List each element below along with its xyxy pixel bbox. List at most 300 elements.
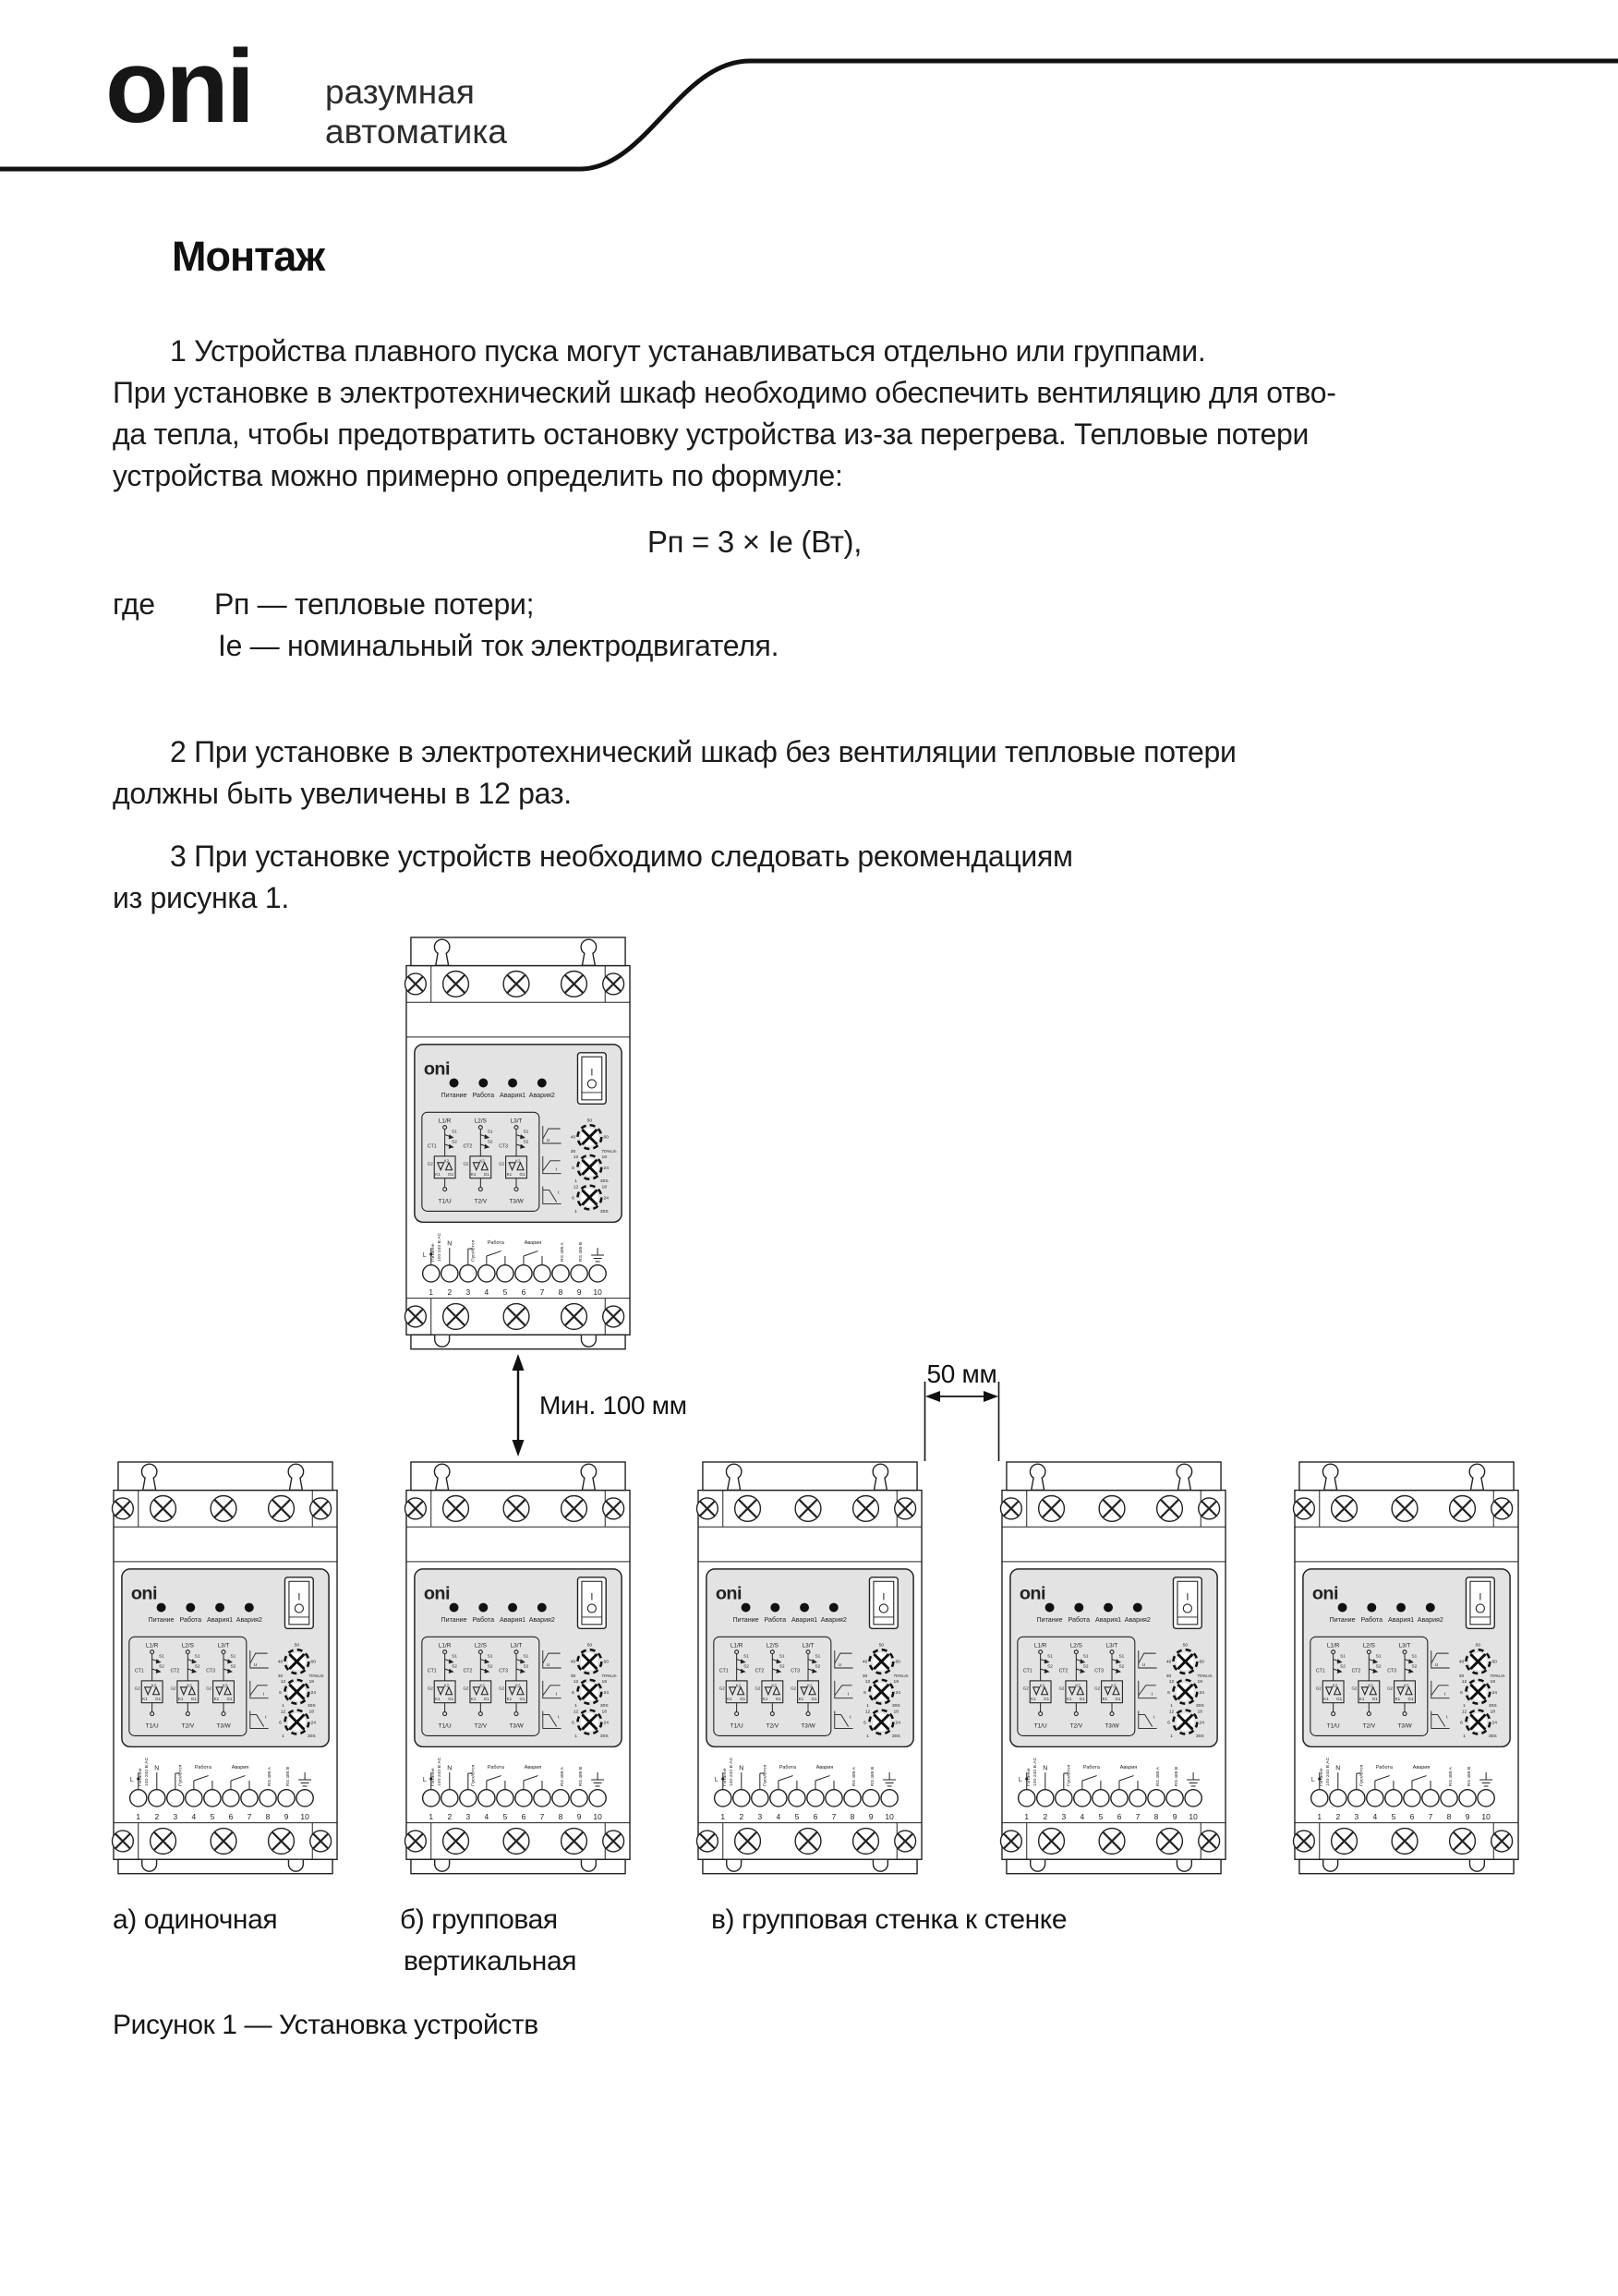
svg-text:S2: S2	[452, 1140, 457, 1145]
svg-text:RS 485 A: RS 485 A	[1449, 1767, 1455, 1786]
svg-text:L2/S: L2/S	[181, 1642, 194, 1649]
svg-text:L: L	[129, 1777, 134, 1784]
svg-text:L3/T: L3/T	[802, 1642, 815, 1649]
svg-text:9: 9	[1465, 1812, 1470, 1822]
svg-text:CT3: CT3	[791, 1668, 800, 1674]
svg-text:7: 7	[247, 1812, 252, 1822]
svg-text:RS 485 B: RS 485 B	[579, 1766, 585, 1786]
svg-text:G1: G1	[483, 1697, 489, 1702]
svg-text:I: I	[590, 1591, 594, 1603]
svg-text:Работа: Работа	[1082, 1765, 1100, 1771]
text-line: устройства можно примерно определить по формуле:	[113, 459, 843, 492]
svg-text:18: 18	[308, 1710, 315, 1715]
svg-text:2: 2	[1043, 1812, 1048, 1822]
svg-text:30S: 30S	[307, 1734, 316, 1739]
svg-text:L3/T: L3/T	[1105, 1642, 1118, 1649]
svg-text:1: 1	[429, 1287, 434, 1298]
svg-text:100-240 В AC: 100-240 В AC	[1326, 1757, 1332, 1786]
svg-text:24: 24	[310, 1721, 316, 1726]
svg-text:30S: 30S	[599, 1179, 609, 1185]
svg-text:CT3: CT3	[1387, 1668, 1396, 1674]
svg-text:6: 6	[572, 1690, 574, 1696]
svg-text:18: 18	[601, 1154, 608, 1160]
svg-text:4: 4	[1080, 1812, 1085, 1822]
text-line: да тепла, чтобы предотвратить остановку устройства из-за перегрева. Тепловые потери	[113, 417, 1310, 451]
text-line: При установке в электротехнический шкаф необходимо обеспечить вентиляцию для отво-	[113, 376, 1336, 409]
svg-text:G2: G2	[499, 1161, 505, 1166]
text-line: из рисунка 1.	[113, 881, 289, 914]
svg-text:3: 3	[757, 1812, 763, 1822]
svg-text:L3/T: L3/T	[217, 1642, 230, 1649]
svg-text:K1: K1	[177, 1697, 184, 1702]
svg-text:S1: S1	[194, 1654, 200, 1660]
svg-text:18: 18	[601, 1679, 608, 1685]
svg-text:30S: 30S	[599, 1209, 609, 1214]
svg-text:t: t	[555, 1692, 558, 1698]
svg-text:Авария2: Авария2	[1124, 1615, 1151, 1624]
where-line-2: Ie — номинальный ток электродвигателя.	[218, 629, 779, 662]
svg-text:t: t	[558, 1190, 560, 1196]
svg-text:Работа: Работа	[764, 1615, 787, 1624]
svg-text:2: 2	[1335, 1812, 1341, 1822]
formula: Рп = 3 × Ie (Вт),	[646, 525, 863, 559]
device-brand: oni	[1019, 1583, 1046, 1604]
dim-50mm-label: 50 мм	[926, 1359, 997, 1388]
svg-text:K2: K2	[735, 1683, 742, 1688]
svg-text:K1: K1	[213, 1697, 220, 1702]
svg-text:60: 60	[1199, 1660, 1204, 1665]
svg-text:RS 485 A: RS 485 A	[268, 1767, 273, 1786]
svg-text:24: 24	[1491, 1721, 1497, 1726]
svg-text:4: 4	[776, 1812, 781, 1822]
svg-text:S1: S1	[1082, 1654, 1089, 1660]
svg-text:RS 485 A: RS 485 A	[561, 1767, 566, 1786]
soft-starter-device-c3	[1292, 1459, 1521, 1876]
svg-text:70%Un: 70%Un	[1490, 1674, 1505, 1679]
soft-starter-graphic	[999, 1459, 1228, 1876]
svg-text:Авария1: Авария1	[1387, 1615, 1415, 1624]
svg-text:L2/S: L2/S	[766, 1642, 779, 1649]
svg-text:K2: K2	[1111, 1683, 1117, 1688]
svg-text:CT3: CT3	[1094, 1668, 1104, 1674]
svg-text:100-240 В AC: 100-240 В AC	[438, 1757, 443, 1786]
svg-text:S1: S1	[1047, 1654, 1053, 1660]
brand-tagline	[325, 72, 507, 151]
svg-text:1: 1	[136, 1812, 141, 1822]
svg-text:S2: S2	[159, 1664, 164, 1670]
svg-text:18: 18	[1197, 1679, 1203, 1685]
svg-text:S2: S2	[779, 1664, 785, 1670]
svg-text:1: 1	[574, 1734, 577, 1739]
svg-text:30: 30	[1165, 1674, 1172, 1679]
svg-text:U: U	[838, 1663, 842, 1669]
svg-text:L2/S: L2/S	[474, 1118, 487, 1125]
svg-text:S1: S1	[452, 1130, 457, 1135]
svg-text:G1: G1	[811, 1697, 817, 1702]
svg-text:70%Un: 70%Un	[1197, 1674, 1213, 1679]
svg-text:CT2: CT2	[170, 1668, 180, 1674]
svg-text:60: 60	[895, 1660, 900, 1665]
paragraph-1	[113, 331, 1336, 497]
svg-text:Авария2: Авария2	[820, 1615, 847, 1624]
svg-text:2: 2	[447, 1812, 453, 1822]
svg-text:6: 6	[279, 1721, 282, 1726]
svg-text:K1: K1	[435, 1697, 441, 1702]
svg-text:T3/W: T3/W	[509, 1722, 524, 1730]
svg-text:Питание: Питание	[1329, 1615, 1356, 1624]
svg-text:1: 1	[1317, 1812, 1322, 1822]
svg-text:12: 12	[1461, 1679, 1467, 1685]
svg-text:Авария1: Авария1	[499, 1091, 526, 1099]
soft-starter-device-top	[404, 935, 633, 1351]
svg-text:4: 4	[484, 1287, 489, 1298]
svg-text:4: 4	[1372, 1812, 1378, 1822]
svg-text:L2/S: L2/S	[474, 1642, 487, 1649]
svg-text:S1: S1	[1411, 1654, 1418, 1660]
svg-text:30: 30	[277, 1674, 284, 1679]
svg-text:G2: G2	[755, 1686, 761, 1691]
svg-text:1: 1	[1463, 1734, 1466, 1739]
svg-text:6: 6	[572, 1166, 574, 1171]
device-brand: oni	[423, 1583, 451, 1604]
svg-text:2: 2	[447, 1287, 453, 1298]
svg-text:S1: S1	[743, 1654, 749, 1660]
svg-text:U: U	[546, 1663, 550, 1669]
svg-text:K1: K1	[1031, 1697, 1036, 1702]
svg-text:Работа: Работа	[1360, 1615, 1383, 1624]
svg-text:L: L	[422, 1777, 427, 1784]
svg-text:K2: K2	[479, 1158, 485, 1164]
svg-text:6: 6	[521, 1287, 526, 1298]
svg-text:12: 12	[573, 1710, 579, 1715]
svg-text:Работа: Работа	[487, 1765, 504, 1771]
svg-text:T1/U: T1/U	[730, 1722, 743, 1730]
svg-text:T1/U: T1/U	[145, 1722, 159, 1730]
soft-starter-device-b	[404, 1459, 633, 1876]
svg-text:Питание: Питание	[441, 1091, 467, 1099]
svg-text:3: 3	[1354, 1812, 1359, 1822]
svg-text:T2/V: T2/V	[766, 1722, 779, 1730]
svg-text:T1/U: T1/U	[1033, 1722, 1047, 1730]
svg-text:Работа: Работа	[779, 1765, 796, 1771]
svg-text:24: 24	[603, 1721, 609, 1726]
svg-text:G1: G1	[519, 1172, 525, 1178]
svg-text:18: 18	[1490, 1679, 1496, 1685]
svg-text:K1: K1	[506, 1697, 513, 1702]
svg-text:18: 18	[1197, 1710, 1203, 1715]
svg-text:S2: S2	[523, 1664, 529, 1670]
svg-text:K1: K1	[470, 1697, 477, 1702]
svg-text:24: 24	[1491, 1690, 1497, 1696]
svg-text:8: 8	[1153, 1812, 1159, 1822]
svg-text:8: 8	[850, 1812, 855, 1822]
svg-text:30S: 30S	[1195, 1704, 1204, 1710]
svg-text:Авария1: Авария1	[499, 1615, 526, 1624]
svg-text:K1: K1	[435, 1172, 441, 1178]
svg-text:K2: K2	[771, 1683, 777, 1688]
device-power-switch	[1173, 1577, 1201, 1629]
svg-text:7: 7	[1135, 1812, 1141, 1822]
svg-text:L1/R: L1/R	[730, 1642, 743, 1649]
svg-text:Пуск/Стоп: Пуск/Стоп	[763, 1764, 768, 1786]
svg-text:CT2: CT2	[463, 1668, 473, 1674]
svg-text:70%Un: 70%Un	[601, 1149, 617, 1154]
device-power-switch	[1466, 1577, 1494, 1629]
svg-text:6: 6	[863, 1690, 866, 1696]
svg-text:Работа: Работа	[179, 1615, 202, 1624]
svg-text:24: 24	[895, 1721, 900, 1726]
svg-text:G2: G2	[463, 1161, 469, 1166]
svg-text:Работа: Работа	[1375, 1765, 1393, 1771]
svg-text:t: t	[262, 1692, 265, 1698]
svg-text:1: 1	[574, 1704, 577, 1710]
svg-text:5: 5	[502, 1812, 508, 1822]
device-brand: oni	[1311, 1583, 1339, 1604]
soft-starter-graphic	[695, 1459, 924, 1876]
svg-text:G1: G1	[1407, 1697, 1414, 1702]
device-power-switch	[577, 1577, 606, 1629]
svg-text:7: 7	[831, 1812, 837, 1822]
svg-text:G1: G1	[519, 1697, 525, 1702]
svg-text:9: 9	[576, 1287, 582, 1298]
svg-text:6: 6	[1460, 1690, 1463, 1696]
svg-text:70%Un: 70%Un	[601, 1674, 617, 1679]
svg-text:t: t	[1446, 1715, 1448, 1721]
svg-text:100-240 В AC: 100-240 В AC	[1033, 1757, 1039, 1786]
svg-text:30S: 30S	[599, 1704, 609, 1710]
svg-text:t: t	[265, 1715, 267, 1721]
paragraph-2	[113, 731, 1237, 815]
svg-text:12: 12	[573, 1154, 579, 1160]
svg-text:30: 30	[570, 1149, 576, 1154]
soft-starter-graphic	[404, 1459, 633, 1876]
svg-text:L: L	[1310, 1777, 1315, 1784]
svg-text:12: 12	[573, 1679, 579, 1685]
svg-text:12: 12	[1168, 1679, 1175, 1685]
svg-text:CT3: CT3	[499, 1143, 508, 1150]
svg-text:1: 1	[866, 1704, 869, 1710]
svg-text:L1/R: L1/R	[1033, 1642, 1047, 1649]
svg-text:4: 4	[484, 1812, 489, 1822]
svg-text:9: 9	[576, 1812, 582, 1822]
svg-text:24: 24	[1199, 1690, 1204, 1696]
svg-text:100-240 В AC: 100-240 В AC	[145, 1757, 151, 1786]
svg-text:Работа: Работа	[1068, 1615, 1091, 1624]
svg-text:T2/V: T2/V	[474, 1722, 488, 1730]
svg-text:S2: S2	[1047, 1664, 1053, 1670]
dimension-annotations	[0, 1330, 1618, 1478]
svg-text:G2: G2	[427, 1686, 433, 1691]
caption-a: а) одиночная	[113, 1904, 278, 1935]
svg-text:24: 24	[310, 1690, 316, 1696]
svg-text:Авария: Авария	[1119, 1765, 1138, 1771]
svg-text:18: 18	[893, 1679, 900, 1685]
svg-text:50: 50	[586, 1118, 593, 1124]
svg-text:G2: G2	[427, 1161, 433, 1166]
text-line: 2 При установке в электротехнический шкаф без вентиляции тепловые потери	[170, 735, 1237, 768]
svg-text:5: 5	[1098, 1812, 1104, 1822]
svg-text:I: I	[1479, 1591, 1482, 1603]
svg-text:4: 4	[191, 1812, 197, 1822]
svg-text:CT2: CT2	[463, 1143, 473, 1150]
svg-text:5: 5	[1391, 1812, 1396, 1822]
svg-text:CT1: CT1	[134, 1668, 144, 1674]
svg-text:S2: S2	[487, 1140, 493, 1145]
svg-text:t: t	[1443, 1692, 1446, 1698]
svg-text:K2: K2	[479, 1683, 485, 1688]
soft-starter-device-c2	[999, 1459, 1228, 1876]
svg-text:CT2: CT2	[1351, 1668, 1361, 1674]
svg-text:60: 60	[310, 1660, 316, 1665]
svg-text:t: t	[847, 1692, 850, 1698]
svg-text:t: t	[1151, 1692, 1153, 1698]
svg-text:CT3: CT3	[206, 1668, 215, 1674]
svg-text:U: U	[1141, 1663, 1146, 1669]
svg-text:G1: G1	[448, 1697, 454, 1702]
svg-text:Авария1: Авария1	[206, 1615, 234, 1624]
svg-text:G1: G1	[1115, 1697, 1121, 1702]
svg-text:30S: 30S	[891, 1704, 900, 1710]
svg-text:30S: 30S	[307, 1704, 316, 1710]
svg-text:Авария: Авария	[524, 1765, 542, 1771]
soft-starter-graphic	[1292, 1459, 1521, 1876]
svg-text:S1: S1	[1340, 1654, 1346, 1660]
svg-text:G2: G2	[1387, 1686, 1394, 1691]
svg-text:8: 8	[558, 1287, 563, 1298]
svg-text:S1: S1	[523, 1654, 529, 1660]
svg-text:18: 18	[893, 1710, 900, 1715]
svg-text:40: 40	[1458, 1660, 1465, 1665]
svg-text:50: 50	[586, 1643, 593, 1649]
svg-text:30: 30	[1458, 1674, 1465, 1679]
svg-text:T2/V: T2/V	[1362, 1722, 1376, 1730]
svg-text:RS 485 A: RS 485 A	[1156, 1767, 1162, 1786]
svg-text:24: 24	[1199, 1721, 1204, 1726]
svg-text:S2: S2	[194, 1664, 200, 1670]
svg-text:2: 2	[739, 1812, 744, 1822]
svg-text:24: 24	[603, 1166, 609, 1171]
svg-text:CT1: CT1	[718, 1668, 729, 1674]
svg-text:L1/R: L1/R	[438, 1118, 452, 1125]
svg-text:40: 40	[277, 1660, 284, 1665]
svg-text:t: t	[555, 1167, 558, 1173]
svg-text:I: I	[590, 1067, 594, 1079]
svg-text:T3/W: T3/W	[509, 1198, 524, 1205]
device-brand: oni	[423, 1058, 451, 1080]
paragraph-3	[113, 836, 1073, 919]
svg-text:t: t	[850, 1715, 851, 1721]
svg-text:Авария1: Авария1	[791, 1615, 818, 1624]
svg-text:T1/U: T1/U	[1326, 1722, 1340, 1730]
svg-text:K1: K1	[506, 1172, 513, 1178]
svg-text:30: 30	[862, 1674, 868, 1679]
svg-text:24: 24	[895, 1690, 900, 1696]
svg-text:Работа: Работа	[487, 1240, 504, 1247]
soft-starter-device-c1	[695, 1459, 924, 1876]
svg-text:K1: K1	[470, 1172, 477, 1178]
svg-text:1: 1	[1463, 1704, 1466, 1710]
svg-text:K2: K2	[223, 1683, 228, 1688]
svg-text:L3/T: L3/T	[510, 1642, 523, 1649]
svg-text:1: 1	[866, 1734, 869, 1739]
device-brand: oni	[715, 1583, 743, 1604]
svg-text:G2: G2	[1058, 1686, 1065, 1691]
svg-text:Авария2: Авария2	[1417, 1615, 1443, 1624]
svg-text:7: 7	[539, 1287, 545, 1298]
svg-text:CT3: CT3	[499, 1668, 508, 1674]
svg-text:T2/V: T2/V	[474, 1198, 488, 1205]
oni-logo: oni	[105, 29, 252, 144]
svg-text:1: 1	[282, 1734, 284, 1739]
svg-text:G2: G2	[499, 1686, 505, 1691]
svg-text:7: 7	[1428, 1812, 1433, 1822]
svg-text:10: 10	[593, 1812, 602, 1822]
svg-text:8: 8	[558, 1812, 563, 1822]
svg-text:12: 12	[864, 1679, 871, 1685]
svg-text:12: 12	[1168, 1710, 1175, 1715]
svg-text:Пуск/Стоп: Пуск/Стоп	[1067, 1764, 1072, 1786]
svg-text:Питание: Питание	[441, 1615, 467, 1624]
svg-text:G2: G2	[718, 1686, 725, 1691]
svg-text:Авария2: Авария2	[235, 1615, 262, 1624]
svg-text:2: 2	[154, 1812, 160, 1822]
svg-text:Работа: Работа	[472, 1091, 495, 1099]
svg-text:N: N	[1043, 1765, 1048, 1772]
svg-text:Пуск/Стоп: Пуск/Стоп	[178, 1764, 184, 1786]
svg-text:I: I	[882, 1591, 886, 1603]
svg-text:K1: K1	[727, 1697, 732, 1702]
svg-text:9: 9	[868, 1812, 874, 1822]
svg-text:S2: S2	[1340, 1664, 1346, 1670]
svg-text:50: 50	[878, 1643, 885, 1649]
svg-text:S1: S1	[487, 1654, 493, 1660]
svg-text:T3/W: T3/W	[216, 1722, 231, 1730]
svg-text:18: 18	[601, 1185, 608, 1190]
page-title: Монтаж	[172, 233, 325, 280]
svg-text:G2: G2	[134, 1686, 140, 1691]
soft-starter-graphic	[111, 1459, 340, 1876]
svg-text:S1: S1	[815, 1654, 821, 1660]
tagline-line-2: автоматика	[325, 113, 507, 151]
svg-text:U: U	[546, 1139, 550, 1144]
svg-text:24: 24	[603, 1196, 609, 1202]
svg-text:S2: S2	[815, 1664, 821, 1670]
svg-text:CT1: CT1	[427, 1668, 437, 1674]
svg-text:U: U	[253, 1663, 258, 1669]
svg-text:9: 9	[1172, 1812, 1177, 1822]
svg-text:RS 485 B: RS 485 B	[871, 1766, 876, 1786]
svg-text:S2: S2	[452, 1664, 457, 1670]
svg-text:6: 6	[228, 1812, 234, 1822]
svg-text:T2/V: T2/V	[181, 1722, 195, 1730]
caption-b-line1: б) групповая	[400, 1904, 558, 1935]
svg-text:3: 3	[465, 1812, 471, 1822]
svg-text:N: N	[154, 1765, 160, 1772]
svg-text:1: 1	[574, 1179, 577, 1185]
svg-text:S1: S1	[1118, 1654, 1125, 1660]
svg-text:Питание: Питание	[1036, 1615, 1063, 1624]
svg-text:10: 10	[1189, 1812, 1198, 1822]
svg-text:t: t	[1153, 1715, 1155, 1721]
svg-text:Авария2: Авария2	[528, 1091, 555, 1099]
svg-text:1: 1	[574, 1209, 577, 1214]
svg-text:K2: K2	[443, 1683, 450, 1688]
svg-text:Авария: Авария	[1412, 1765, 1431, 1771]
svg-text:30S: 30S	[891, 1734, 900, 1739]
svg-text:6: 6	[521, 1812, 526, 1822]
svg-text:G1: G1	[483, 1172, 489, 1178]
svg-text:G1: G1	[448, 1172, 454, 1178]
